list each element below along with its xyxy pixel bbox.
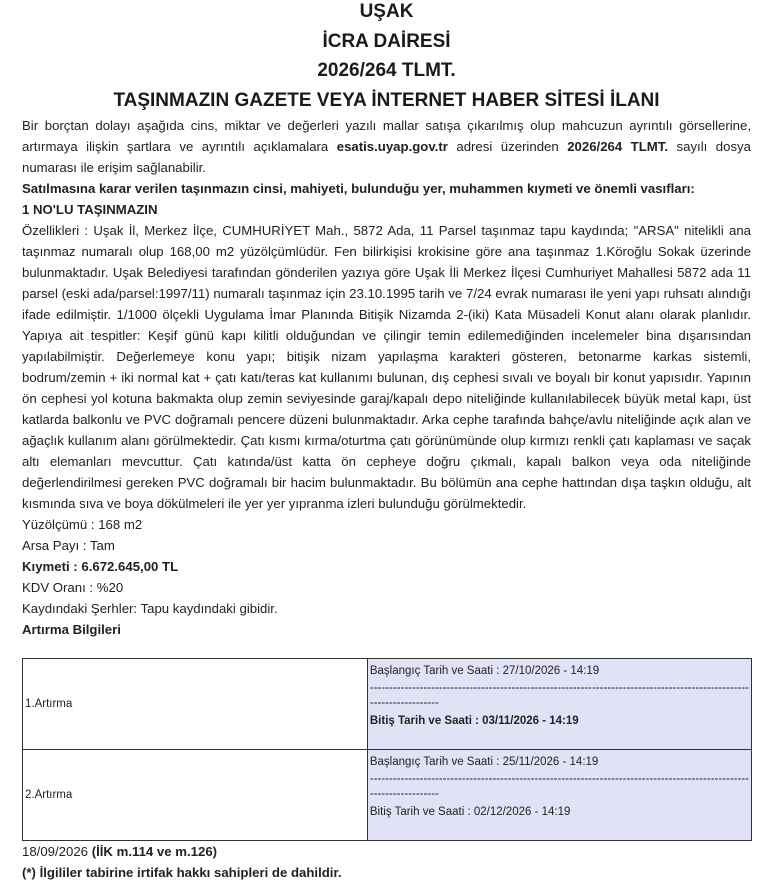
property-share: Arsa Payı : Tam	[22, 538, 115, 553]
auction-end: Bitiş Tarih ve Saati : 02/12/2026 - 14:19	[369, 806, 571, 818]
auction-label: 2.Artırma	[23, 750, 368, 841]
auction-heading: Artırma Bilgileri	[22, 622, 121, 637]
property-vat: KDV Oranı : %20	[22, 580, 124, 595]
footer-date-line	[22, 841, 751, 862]
auction-row	[23, 659, 752, 750]
auction-separator-cont: ------------------	[369, 788, 439, 800]
auction-start: Başlangıç Tarih ve Saati : 27/10/2026 - 14:19	[369, 665, 600, 677]
auction-separator: ---------------------------------------------------------------------------------------------------	[369, 773, 749, 785]
file-number-title: 2026/264 TLMT.	[317, 60, 456, 81]
auction-start: Başlangıç Tarih ve Saati : 25/11/2026 - 14:19	[369, 756, 599, 768]
section-heading: Satılmasına karar verilen taşınmazın cinsi, mahiyeti, bulunduğu yer, muhammen kıymeti ve önemli vasıfları:	[22, 181, 695, 196]
auction-dates	[367, 659, 751, 750]
auction-table	[22, 658, 752, 841]
property-annotations: Kaydındaki Şerhler: Tapu kaydındaki gibidir.	[22, 601, 278, 616]
footer-law-ref: (İİK m.114 ve m.126)	[91, 844, 218, 859]
footer-note: (*) İlgililer tabirine irtifak hakkı sahipleri de dahildir.	[22, 865, 342, 880]
notice-title: TAŞINMAZIN GAZETE VEYA İNTERNET HABER SİTESİ İLANI	[113, 89, 660, 111]
property-heading: 1 NO'LU TAŞINMAZIN	[22, 202, 158, 217]
city-title: UŞAK	[359, 1, 414, 22]
auction-separator-cont: ------------------	[369, 697, 439, 709]
property-features: Özellikleri : Uşak İl, Merkez İlçe, CUMHURİYET Mah., 5872 Ada, 11 Parsel taşınmaz tapu kaydında; "ARSA" nitelikli ana taşınmaz numaralı olup 168,00 m2 yüzölçümlüdür. Fen bilirkişisi krokisine göre ana taşınmaz 1.Köroğlu Sokak üzerinde bulunmaktadır. Uşak Belediyesi tarafından gönderilen yazıya göre Uşak İli Merkez İlçesi Cumhuriyet Mahallesi 5872 ada 11 parsel (eski ada/parsel:1997/11) numaralı taşınmaz için 23.10.1995 tarih ve 7/24 evrak numarası ile yeni yapı ruhsatı alındığı ifade edilmiştir. 1/1000 ölçekli Uygulama İmar Planında Bitişik Nizamda 2-(iki) Kata Müsadeli Konut alanı olarak planlıdır. Yapıya ait tespitler: Keşif günü kapı kilitli olduğundan ve çilingir temin edilemediğinden incelemeler bina dışarısından yapılabilmiştir. Değerlemeye konu yapı; bitişik nizam yapılaşma karakteri gösteren, betonarme karkas sistemli, bodrum/zemin + iki normal kat + çatı katı/teras kat kullanımı bulunan, dış cephesi sıvalı ve boyalı bir konut yapısıdır. Yapının ön cephesi yol kotuna bakmakta olup zemin seviyesinde garaj/kapalı depo niteliğinde kullanılabilecek büyük metal kapı, üst katlarda balkonlu ve PVC doğramalı pencere düzeni bulunmaktadır. Arka cephe tarafında bahçe/avlu niteliğinde açık alan ve ağaçlık kullanım alanı görülmektedir. Çatı kısmı kırma/oturtma çatı görünümünde olup kırmızı renkli çatı kaplaması ve saçak altı elemanları mevcuttur. Çatı katında/üst katta ön cepheye doğru çıkmalı, kapalı balkon veya oda niteliğinde değerlendirilmesi gereken PVC doğramalı bir hacim bulunmaktadır. Bu bölümün ana cephe hattından dışa taşkın olduğu, alt kısmında sıva ve boya dökülmeleri ile yer yer yıpranma izleri bulunduğu görülmektedir.	[22, 223, 751, 511]
auction-dates	[367, 750, 751, 841]
intro-text-middle: adresi üzerinden	[447, 139, 568, 154]
auction-row	[23, 750, 752, 841]
property-area: Yüzölçümü : 168 m2	[22, 517, 143, 532]
site-link[interactable]: esatis.uyap.gov.tr	[336, 139, 448, 154]
footer-date: 18/09/2026	[22, 844, 89, 859]
office-title: İCRA DAİRESİ	[322, 30, 451, 52]
intro-text-before: Bir borçtan dolayı aşağıda cins, miktar ve değerleri yazılı mallar satışa çıkarılmış olup mahcuzun ayrıntılı görsellerine, artırmaya ilişkin şartlara ve ayrıntılı açıklamalara	[22, 118, 751, 154]
property-value: Kıymeti : 6.672.645,00 TL	[22, 559, 179, 574]
auction-end: Bitiş Tarih ve Saati : 03/11/2026 - 14:19	[369, 715, 579, 727]
intro-paragraph	[22, 115, 751, 178]
auction-label: 1.Artırma	[23, 659, 368, 750]
intro-text-after: sayılı dosya numarası ile erişim sağlanabilir.	[22, 139, 751, 175]
intro-file-number: 2026/264 TLMT.	[567, 139, 669, 154]
auction-separator: ---------------------------------------------------------------------------------------------------	[369, 682, 749, 694]
